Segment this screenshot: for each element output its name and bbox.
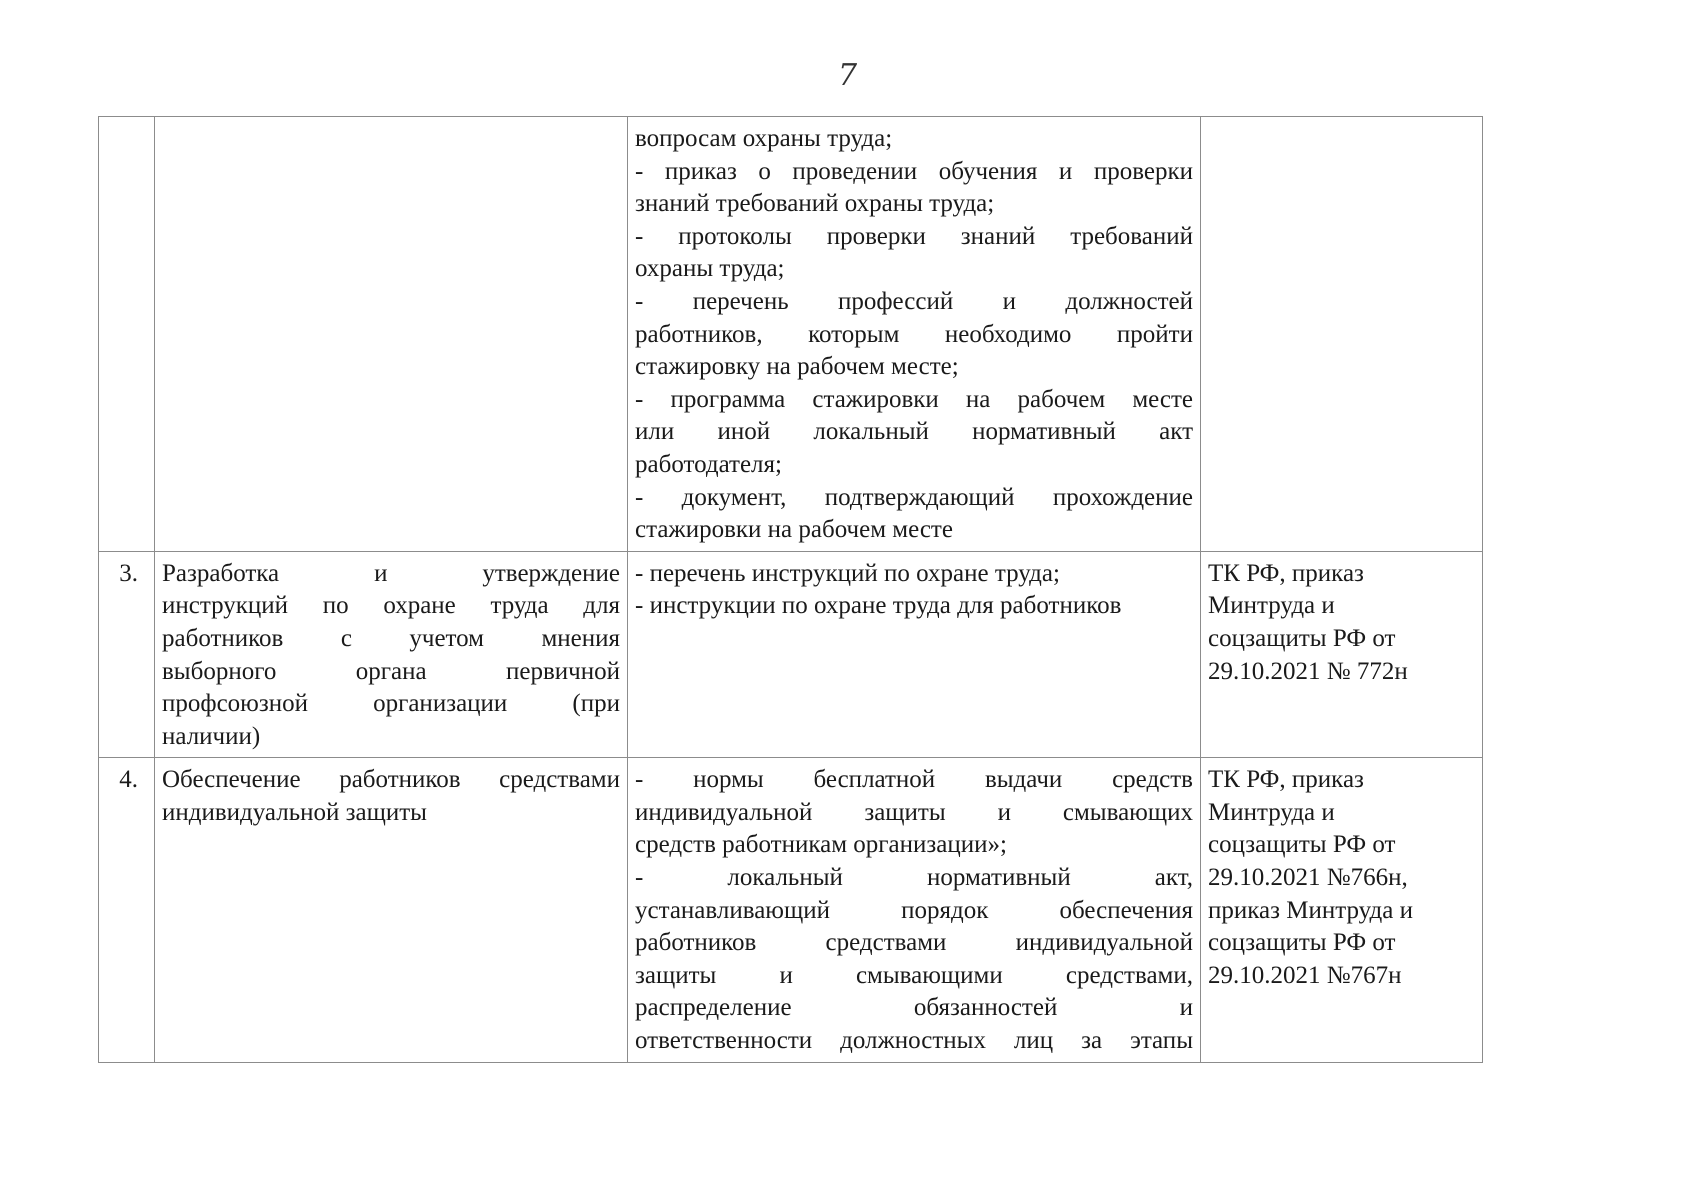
legal-basis-cell xyxy=(1201,551,1483,758)
basis-line: Минтруда и xyxy=(1208,798,1335,826)
document-line: распределение обязанностей и xyxy=(635,994,1193,1022)
measure-line: инструкций по охране труда для xyxy=(162,592,620,620)
measure-name-cell xyxy=(155,551,628,758)
document-line: знаний требований охраны труда; xyxy=(635,190,995,218)
measure-line: индивидуальной защиты xyxy=(162,798,427,826)
requirements-table xyxy=(98,116,1483,1063)
document-line: - перечень профессий и должностей xyxy=(635,287,1193,315)
document-line: ответственности должностных лиц за этапы xyxy=(635,1027,1193,1055)
document-line: работников средствами индивидуальной xyxy=(635,929,1193,957)
document-line: - протоколы проверки знаний требований xyxy=(635,222,1193,250)
table-row-continuation xyxy=(99,117,1483,552)
documents-cell xyxy=(628,117,1201,552)
document-line: стажировку на рабочем месте; xyxy=(635,353,959,381)
measure-line: наличии) xyxy=(162,722,261,750)
legal-basis-cell xyxy=(1201,117,1483,552)
basis-line: приказ Минтруда и xyxy=(1208,896,1414,924)
document-line: индивидуальной защиты и смывающих xyxy=(635,798,1193,826)
document-line: защиты и смывающими средствами, xyxy=(635,961,1193,989)
document-line: - локальный нормативный акт, xyxy=(635,864,1193,892)
measure-line: Разработка и утверждение xyxy=(162,559,620,587)
basis-line: ТК РФ, приказ xyxy=(1208,559,1364,587)
document-line: охраны труда; xyxy=(635,255,785,283)
document-line: - приказ о проведении обучения и проверки xyxy=(635,157,1193,185)
basis-line: соцзащиты РФ от xyxy=(1208,831,1396,859)
basis-line: 29.10.2021 №766н, xyxy=(1208,864,1408,892)
document-line: - перечень инструкций по охране труда; xyxy=(635,559,1060,587)
row-number-cell: 3. xyxy=(99,551,155,758)
basis-line: 29.10.2021 № 772н xyxy=(1208,657,1408,685)
basis-line: 29.10.2021 №767н xyxy=(1208,961,1402,989)
measure-name-cell xyxy=(155,117,628,552)
table-row-4 xyxy=(99,758,1483,1062)
basis-line: соцзащиты РФ от xyxy=(1208,624,1396,652)
legal-basis-cell xyxy=(1201,758,1483,1062)
document-line: средств работникам организации»; xyxy=(635,831,1007,859)
measure-line: выборного органа первичной xyxy=(162,657,620,685)
document-line: - программа стажировки на рабочем месте xyxy=(635,385,1193,413)
measure-line: профсоюзной организации (при xyxy=(162,690,620,718)
basis-line: ТК РФ, приказ xyxy=(1208,766,1364,794)
row-number-cell: 4. xyxy=(99,758,155,1062)
measure-line: работников с учетом мнения xyxy=(162,624,620,652)
document-line: работодателя; xyxy=(635,450,782,478)
row-number-cell xyxy=(99,117,155,552)
table-row-3 xyxy=(99,551,1483,758)
document-line: работников, которым необходимо пройти xyxy=(635,320,1193,348)
document-line: - инструкции по охране труда для работников xyxy=(635,592,1122,620)
documents-cell xyxy=(628,758,1201,1062)
document-line: устанавливающий порядок обеспечения xyxy=(635,896,1193,924)
measure-name-cell xyxy=(155,758,628,1062)
measure-line: Обеспечение работников средствами xyxy=(162,766,620,794)
document-line: или иной локальный нормативный акт xyxy=(635,418,1193,446)
documents-cell xyxy=(628,551,1201,758)
document-line: вопросам охраны труда; xyxy=(635,125,893,152)
document-line: - документ, подтверждающий прохождение xyxy=(635,483,1193,511)
basis-line: соцзащиты РФ от xyxy=(1208,929,1396,957)
document-line: - нормы бесплатной выдачи средств xyxy=(635,766,1193,794)
document-line: стажировки на рабочем месте xyxy=(635,516,953,544)
basis-line: Минтруда и xyxy=(1208,592,1335,620)
page-number: 7 xyxy=(838,58,858,93)
